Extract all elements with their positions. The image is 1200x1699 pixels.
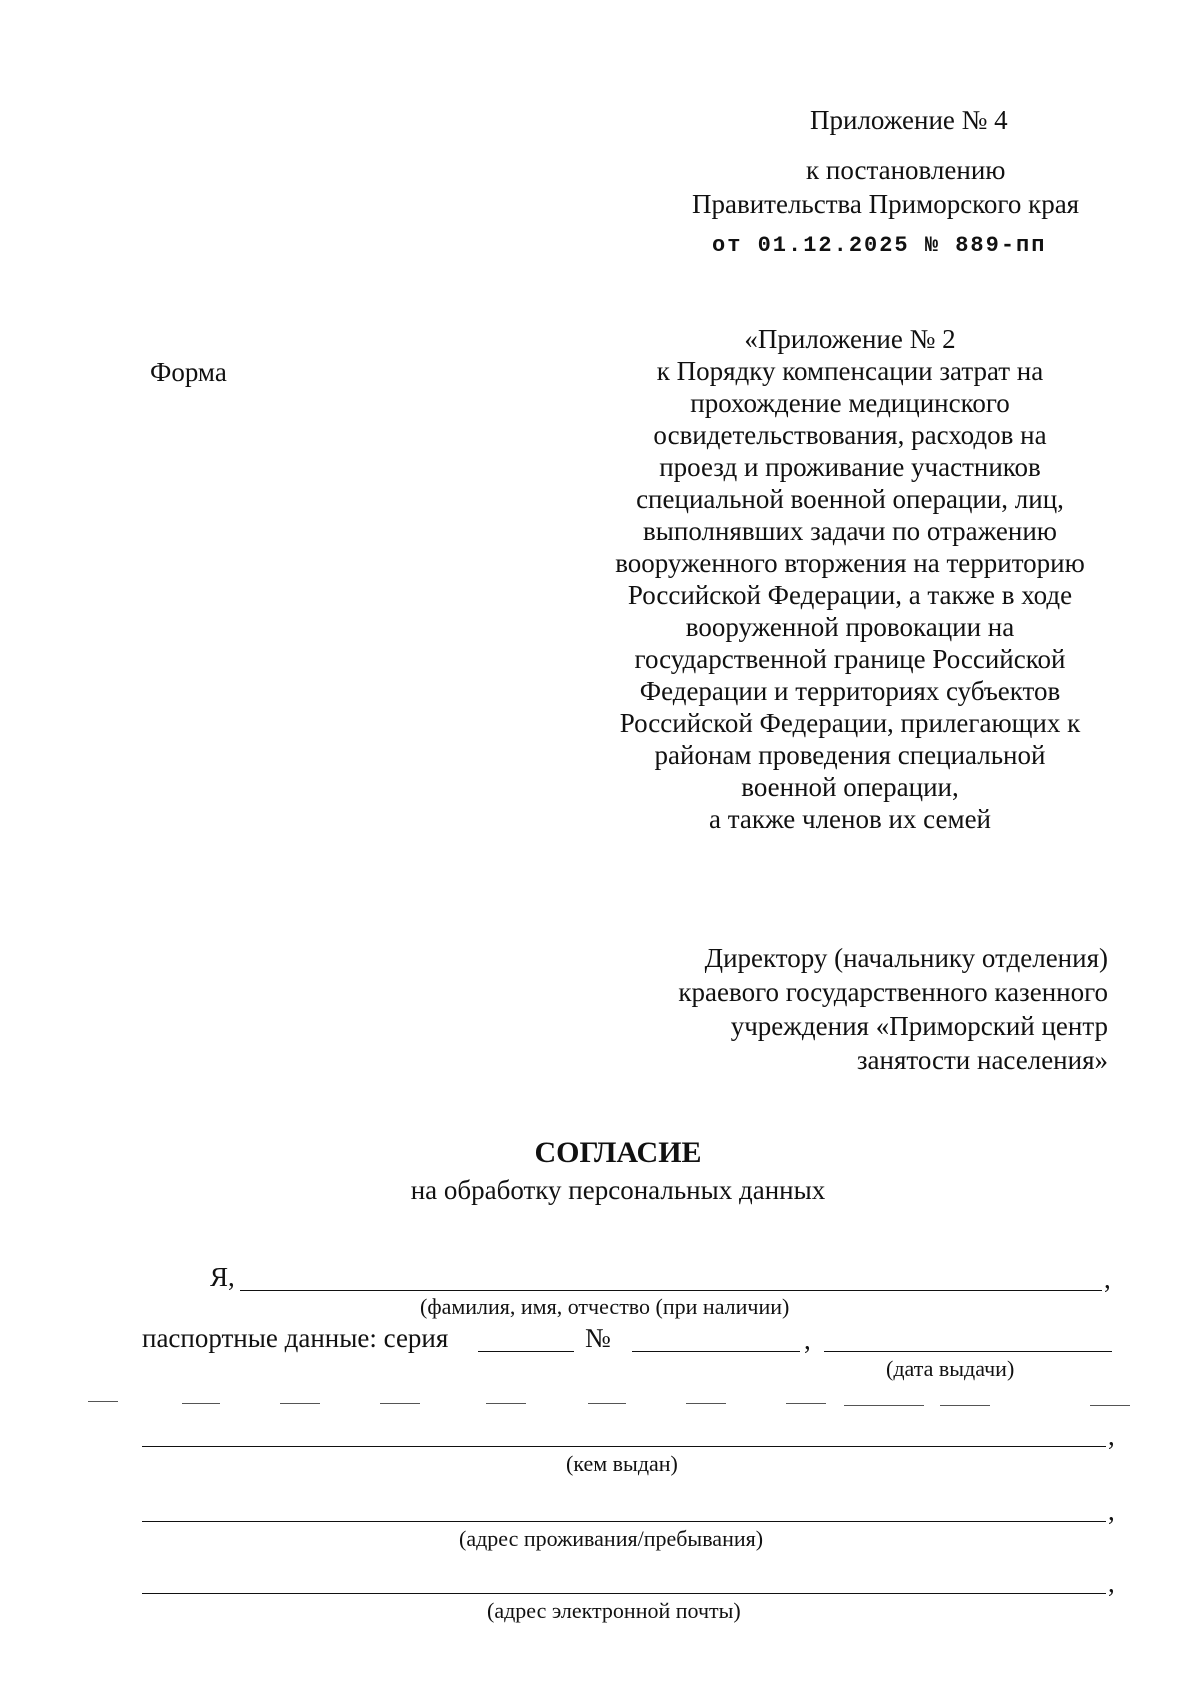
government-name: Правительства Приморского края	[692, 189, 1080, 219]
email-comma: ,	[1108, 1568, 1115, 1598]
order-appendix-line: Российской Федерации, а также в ходе	[627, 580, 1073, 610]
dashed-line-segment	[686, 1403, 726, 1404]
addressee-line: Директору (начальнику отделения)	[704, 943, 1108, 973]
order-appendix-line: государственной границе Российской	[634, 644, 1066, 674]
order-appendix-line: а также членов их семей	[709, 804, 991, 834]
order-appendix-line: освидетельствования, расходов на	[653, 420, 1047, 450]
i-label: Я,	[210, 1262, 235, 1292]
fio-comma: ,	[1104, 1264, 1111, 1294]
order-appendix-line: прохождение медицинского	[690, 388, 1010, 418]
dashed-line-segment	[940, 1405, 990, 1406]
dashed-line-segment	[844, 1405, 924, 1406]
order-appendix-line: выполнявших задачи по отражению	[643, 516, 1057, 546]
passport-number-field-line[interactable]	[632, 1351, 800, 1352]
order-appendix-line: «Приложение № 2	[744, 324, 956, 354]
appendix-number: Приложение № 4	[810, 105, 1008, 135]
issue-date-field-line[interactable]	[824, 1351, 1112, 1352]
issue-date-caption: (дата выдачи)	[886, 1356, 1015, 1381]
dashed-line-segment	[380, 1403, 420, 1404]
document-title: СОГЛАСИЕ	[534, 1136, 702, 1169]
number-sign: №	[585, 1323, 611, 1353]
order-appendix-line: вооруженной провокации на	[685, 612, 1015, 642]
order-appendix-line: проезд и проживание участников	[659, 452, 1041, 482]
dashed-line-segment	[280, 1403, 320, 1404]
dashed-line-segment	[88, 1401, 118, 1402]
dashed-line-segment	[182, 1403, 220, 1404]
order-appendix	[560, 323, 1140, 835]
addressee-line: краевого государственного казенного	[678, 977, 1108, 1007]
issued-by-comma: ,	[1108, 1421, 1115, 1451]
address-comma: ,	[1108, 1496, 1115, 1526]
order-appendix-line: военной операции,	[741, 772, 959, 802]
order-appendix-line: районам проведения специальной	[654, 740, 1046, 770]
fio-caption: (фамилия, имя, отчество (при наличии)	[420, 1294, 790, 1319]
to-resolution: к постановлению	[806, 155, 1006, 185]
address-field-line[interactable]	[142, 1521, 1106, 1522]
order-appendix-line: специальной военной операции, лиц,	[636, 484, 1064, 514]
issued-by-field-line[interactable]	[142, 1446, 1106, 1447]
dashed-line-segment	[486, 1403, 526, 1404]
email-field-line[interactable]	[142, 1593, 1106, 1594]
addressee	[678, 941, 1108, 1077]
order-appendix-line: к Порядку компенсации затрат на	[656, 356, 1044, 386]
passport-series-field-line[interactable]	[478, 1351, 574, 1352]
passport-comma: ,	[804, 1325, 811, 1355]
addressee-line: учреждения «Приморский центр	[730, 1011, 1108, 1041]
order-appendix-line: Федерации и территориях субъектов	[639, 676, 1061, 706]
address-caption: (адрес проживания/пребывания)	[459, 1526, 764, 1551]
passport-label: паспортные данные: серия	[142, 1323, 449, 1353]
order-appendix-line: вооруженного вторжения на территорию	[615, 548, 1085, 578]
dashed-line-segment	[786, 1403, 826, 1404]
form-label: Форма	[150, 357, 227, 387]
dashed-line-segment	[588, 1403, 626, 1404]
fio-field-line[interactable]	[240, 1290, 1102, 1291]
email-caption: (адрес электронной почты)	[487, 1598, 741, 1623]
document-subtitle: на обработку персональных данных	[410, 1175, 826, 1205]
addressee-line: занятости населения»	[856, 1045, 1108, 1075]
issued-by-caption: (кем выдан)	[566, 1451, 678, 1476]
resolution-date-number: от 01.12.2025 № 889-пп	[712, 233, 1047, 258]
dashed-line-segment	[1090, 1405, 1130, 1406]
order-appendix-line: Российской Федерации, прилегающих к	[619, 708, 1081, 738]
